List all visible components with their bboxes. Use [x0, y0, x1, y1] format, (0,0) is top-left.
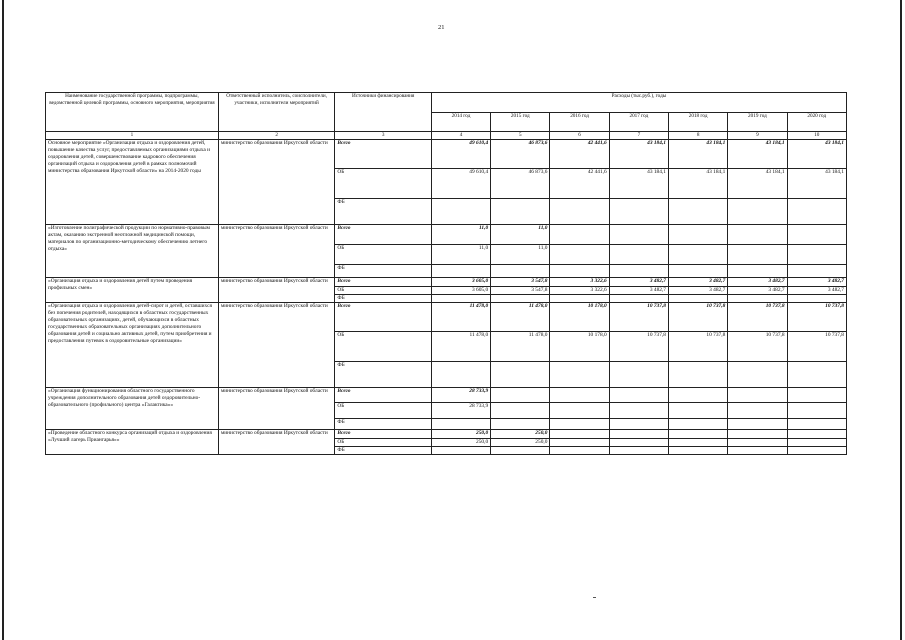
table-row — [46, 139, 847, 168]
amount-cell: 250,0 — [431, 438, 490, 446]
amount-cell — [431, 361, 490, 387]
amount-cell — [609, 224, 668, 244]
amount-cell: 11,0 — [491, 244, 550, 264]
amount-cell: 3 482,7 — [787, 286, 846, 294]
amount-cell: 43 184,1 — [787, 168, 846, 198]
amount-cell — [431, 198, 490, 224]
amount-cell: 250,0 — [431, 429, 490, 438]
amount-cell: 43 184,1 — [728, 139, 787, 168]
amount-cell — [431, 418, 490, 429]
amount-cell — [669, 429, 728, 438]
amount-cell: 42 441,6 — [550, 168, 609, 198]
amount-cell — [431, 264, 490, 277]
amount-cell — [787, 361, 846, 387]
funding-source: ФБ — [335, 418, 431, 429]
amount-cell: 3 547,8 — [491, 277, 550, 286]
header-executor: Ответственный исполнитель, соисполнители, участники, исполнители мероприятий — [218, 93, 335, 132]
amount-cell: 43 184,1 — [609, 168, 668, 198]
funding-source: ОБ — [335, 244, 431, 264]
amount-cell: 250,0 — [491, 438, 550, 446]
amount-cell — [550, 198, 609, 224]
amount-cell: 10 737,8 — [669, 331, 728, 361]
amount-cell — [787, 402, 846, 418]
column-number: 1 — [46, 132, 219, 140]
amount-cell: 11 478,0 — [491, 331, 550, 361]
amount-cell: 10 737,8 — [787, 331, 846, 361]
amount-cell: 250,0 — [491, 429, 550, 438]
amount-cell: 28 733,9 — [431, 402, 490, 418]
amount-cell — [728, 446, 787, 454]
amount-cell — [609, 264, 668, 277]
column-number: 9 — [728, 132, 787, 140]
amount-cell: 42 441,6 — [550, 139, 609, 168]
amount-cell — [550, 294, 609, 302]
amount-cell — [609, 244, 668, 264]
header-year: 2018 год — [669, 113, 728, 132]
amount-cell — [728, 244, 787, 264]
funding-source: Всего — [335, 139, 431, 168]
amount-cell: 28 733,9 — [431, 387, 490, 402]
amount-cell — [550, 224, 609, 244]
column-number: 5 — [491, 132, 550, 140]
amount-cell: 46 873,6 — [491, 139, 550, 168]
amount-cell — [728, 418, 787, 429]
measure-executor: министерство образования Иркутской области — [218, 302, 335, 387]
amount-cell: 11 478,0 — [491, 302, 550, 331]
amount-cell: 43 184,1 — [609, 139, 668, 168]
header-year: 2020 год — [787, 113, 846, 132]
amount-cell — [491, 361, 550, 387]
amount-cell — [728, 387, 787, 402]
column-number: 4 — [431, 132, 490, 140]
amount-cell: 10 737,8 — [609, 302, 668, 331]
amount-cell: 43 184,1 — [787, 139, 846, 168]
amount-cell — [787, 418, 846, 429]
amount-cell — [609, 294, 668, 302]
amount-cell — [787, 224, 846, 244]
amount-cell — [787, 198, 846, 224]
amount-cell — [491, 264, 550, 277]
budget-table — [45, 92, 847, 455]
amount-cell: 3 322,6 — [550, 286, 609, 294]
column-number: 7 — [609, 132, 668, 140]
amount-cell — [787, 387, 846, 402]
amount-cell: 43 184,1 — [669, 139, 728, 168]
amount-cell — [491, 446, 550, 454]
amount-cell — [787, 438, 846, 446]
amount-cell — [669, 224, 728, 244]
amount-cell — [491, 418, 550, 429]
amount-cell — [728, 198, 787, 224]
amount-cell: 3 605,0 — [431, 286, 490, 294]
measure-name: «Проведение областного конкурса организаций отдыха и оздоровления «Лучший лагерь Приангарья»» — [46, 429, 219, 454]
measure-executor: министерство образования Иркутской области — [218, 387, 335, 429]
amount-cell: 3 482,7 — [728, 277, 787, 286]
amount-cell: 3 482,7 — [669, 286, 728, 294]
measure-executor: министерство образования Иркутской области — [218, 139, 335, 224]
amount-cell — [728, 361, 787, 387]
measure-name: «Организация функционирования областного государственного учреждения дополнительного образования детей оздоровительно-образовательного (профильного) центра «Галактика»» — [46, 387, 219, 429]
measure-executor: министерство образования Иркутской области — [218, 429, 335, 454]
table-row — [46, 277, 847, 286]
funding-source: Всего — [335, 387, 431, 402]
funding-source: ФБ — [335, 294, 431, 302]
amount-cell — [609, 438, 668, 446]
amount-cell: 3 605,0 — [431, 277, 490, 286]
amount-cell: 11,0 — [491, 224, 550, 244]
measure-executor: министерство образования Иркутской области — [218, 277, 335, 302]
amount-cell — [669, 387, 728, 402]
amount-cell: 43 184,1 — [728, 168, 787, 198]
amount-cell — [728, 294, 787, 302]
column-number: 8 — [669, 132, 728, 140]
amount-cell — [787, 429, 846, 438]
measure-name: Основное мероприятие «Организация отдыха и оздоровления детей, повышение качества услуг, предоставляемых организациями отдыха и оздоровления детей, совершенствование кадрового обеспечения организаций отдыха и оздоровления детей в рамках полномочий министерства образования Иркутской области» на 2014-2020 годы — [46, 139, 219, 224]
amount-cell — [669, 244, 728, 264]
amount-cell — [550, 264, 609, 277]
funding-source: ОБ — [335, 286, 431, 294]
funding-source: ФБ — [335, 361, 431, 387]
amount-cell — [550, 429, 609, 438]
header-name: Наименование государственной программы, подпрограммы, ведомственной целевой программы, основного мероприятия, мероприятия — [46, 93, 219, 132]
funding-source: Всего — [335, 277, 431, 286]
table-row — [46, 429, 847, 438]
header-year: 2015 год — [491, 113, 550, 132]
amount-cell — [787, 244, 846, 264]
amount-cell: 3 482,7 — [787, 277, 846, 286]
table-row — [46, 224, 847, 244]
funding-source: ФБ — [335, 446, 431, 454]
amount-cell — [728, 264, 787, 277]
amount-cell — [550, 244, 609, 264]
funding-source: ОБ — [335, 168, 431, 198]
amount-cell — [431, 446, 490, 454]
column-number: 10 — [787, 132, 846, 140]
amount-cell — [669, 198, 728, 224]
amount-cell — [728, 438, 787, 446]
funding-source: Всего — [335, 302, 431, 331]
amount-cell: 11,0 — [431, 224, 490, 244]
scan-edge-left — [2, 0, 4, 640]
amount-cell — [669, 446, 728, 454]
amount-cell — [609, 361, 668, 387]
amount-cell — [609, 418, 668, 429]
amount-cell — [609, 402, 668, 418]
amount-cell — [787, 446, 846, 454]
amount-cell — [609, 429, 668, 438]
funding-source: ФБ — [335, 264, 431, 277]
column-number: 2 — [218, 132, 335, 140]
amount-cell: 49 610,4 — [431, 139, 490, 168]
amount-cell: 10 737,8 — [669, 302, 728, 331]
amount-cell — [669, 402, 728, 418]
column-number-row — [46, 132, 847, 140]
funding-source: ОБ — [335, 438, 431, 446]
amount-cell — [669, 264, 728, 277]
amount-cell — [431, 294, 490, 302]
amount-cell — [491, 387, 550, 402]
amount-cell — [491, 402, 550, 418]
amount-cell: 10 737,8 — [728, 302, 787, 331]
amount-cell: 10 737,8 — [609, 331, 668, 361]
amount-cell — [669, 361, 728, 387]
amount-cell: 10 737,8 — [787, 302, 846, 331]
amount-cell: 10 178,0 — [550, 302, 609, 331]
header-expenses: Расходы (тыс.руб.), годы — [431, 93, 846, 113]
amount-cell — [669, 418, 728, 429]
amount-cell: 3 482,7 — [728, 286, 787, 294]
measure-name: «Организация отдыха и оздоровления детей-сирот и детей, оставшихся без попечения родителей, находящихся в областных государственных образовательных организациях, детей, обучающихся в областных государственных образовательных организациях дополнительного образования детей и социально активных детей, путем приобретения и предоставления путевок в оздоровительные организации» — [46, 302, 219, 387]
amount-cell: 3 482,7 — [609, 286, 668, 294]
header-year: 2017 год — [609, 113, 668, 132]
amount-cell: 43 184,1 — [669, 168, 728, 198]
amount-cell: 3 547,8 — [491, 286, 550, 294]
funding-source: ФБ — [335, 198, 431, 224]
amount-cell — [550, 361, 609, 387]
amount-cell — [550, 446, 609, 454]
funding-source: Всего — [335, 224, 431, 244]
funding-source: ОБ — [335, 331, 431, 361]
amount-cell — [728, 402, 787, 418]
column-number: 6 — [550, 132, 609, 140]
amount-cell — [550, 387, 609, 402]
amount-cell: 10 178,0 — [550, 331, 609, 361]
amount-cell — [728, 429, 787, 438]
amount-cell — [609, 446, 668, 454]
amount-cell: 3 482,7 — [669, 277, 728, 286]
amount-cell: 3 322,6 — [550, 277, 609, 286]
amount-cell: 49 610,4 — [431, 168, 490, 198]
column-number: 3 — [335, 132, 431, 140]
scan-edge-right — [900, 0, 902, 640]
amount-cell: 11,0 — [431, 244, 490, 264]
scan-mark — [593, 597, 596, 598]
amount-cell: 10 737,8 — [728, 331, 787, 361]
measure-name: «Организация отдыха и оздоровления детей путем проведения профильных смен» — [46, 277, 219, 302]
funding-source: ОБ — [335, 402, 431, 418]
header-row — [46, 93, 847, 113]
measure-executor: министерство образования Иркутской области — [218, 224, 335, 277]
header-year: 2016 год — [550, 113, 609, 132]
header-year: 2019 год — [728, 113, 787, 132]
measure-name: «Изготовление полиграфической продукции по нормативно-правовым актам, оказанию экстренной неотложной медицинской помощи, материалов по организационно-методическому обеспечению летнего отдыха» — [46, 224, 219, 277]
amount-cell — [787, 264, 846, 277]
amount-cell — [787, 294, 846, 302]
page-number: 21 — [438, 24, 445, 31]
amount-cell: 3 482,7 — [609, 277, 668, 286]
amount-cell — [609, 387, 668, 402]
amount-cell — [669, 294, 728, 302]
amount-cell — [669, 438, 728, 446]
amount-cell — [550, 402, 609, 418]
header-year: 2014 год — [431, 113, 490, 132]
table-row — [46, 302, 847, 331]
amount-cell: 46 873,6 — [491, 168, 550, 198]
header-source: Источники финансирования — [335, 93, 431, 132]
amount-cell — [728, 224, 787, 244]
amount-cell — [491, 198, 550, 224]
amount-cell — [550, 438, 609, 446]
amount-cell: 11 478,0 — [431, 302, 490, 331]
amount-cell: 11 478,0 — [431, 331, 490, 361]
funding-source: Всего — [335, 429, 431, 438]
table-row — [46, 387, 847, 402]
amount-cell — [609, 198, 668, 224]
amount-cell — [550, 418, 609, 429]
amount-cell — [491, 294, 550, 302]
